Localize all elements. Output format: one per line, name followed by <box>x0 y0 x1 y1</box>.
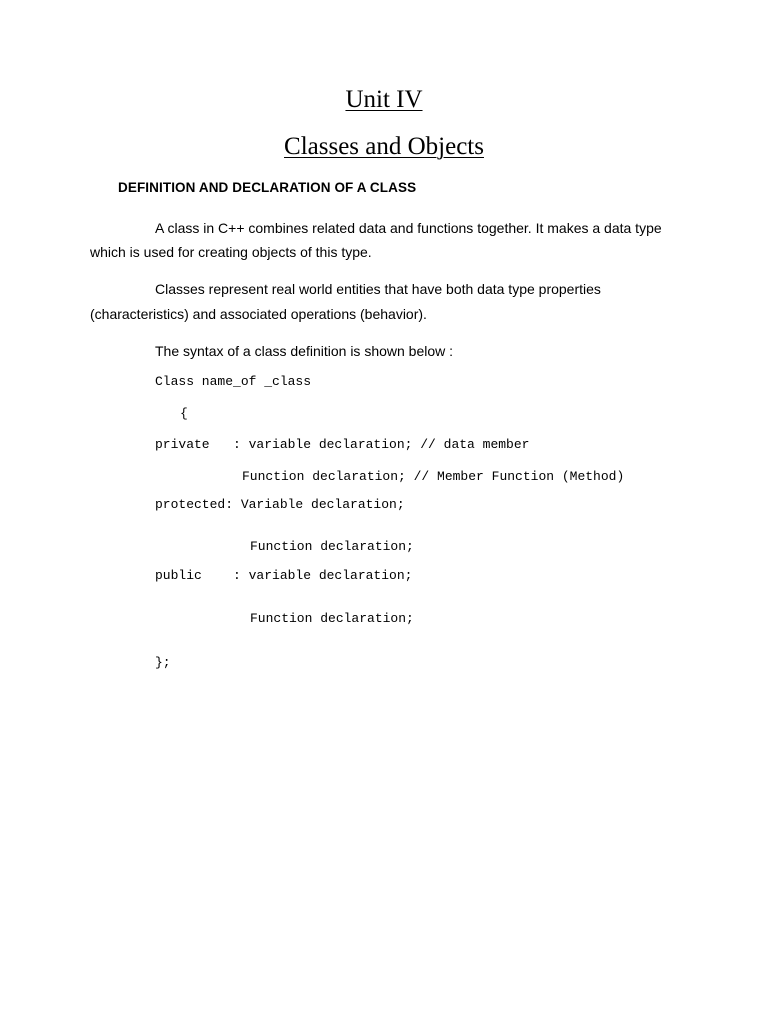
code-line-protected-function: Function declaration; <box>250 539 414 554</box>
code-line-public-function: Function declaration; <box>250 611 414 626</box>
code-line-close-brace: }; <box>155 655 171 670</box>
code-line-private-function: Function declaration; // Member Function (Method) <box>242 469 625 484</box>
chapter-title: Classes and Objects <box>284 133 484 160</box>
paragraph-3: The syntax of a class definition is shown below : <box>155 343 454 359</box>
unit-title: Unit IV <box>345 86 423 113</box>
code-line-private: private : variable declaration; // data member <box>155 437 530 452</box>
paragraph-2-line-1: Classes represent real world entities that have both data type properties <box>155 281 601 297</box>
code-line-open-brace: { <box>180 406 188 421</box>
section-heading: DEFINITION AND DECLARATION OF A CLASS <box>118 180 417 195</box>
paragraph-1-line-2: which is used for creating objects of this type. <box>90 244 372 260</box>
paragraph-1-line-1: A class in C++ combines related data and functions together. It makes a data type <box>155 220 662 236</box>
code-line-public: public : variable declaration; <box>155 568 413 583</box>
code-line-protected: protected: Variable declaration; <box>155 497 405 512</box>
code-line-class-name: Class name_of _class <box>155 374 312 389</box>
paragraph-2-line-2: (characteristics) and associated operations (behavior). <box>90 306 427 322</box>
